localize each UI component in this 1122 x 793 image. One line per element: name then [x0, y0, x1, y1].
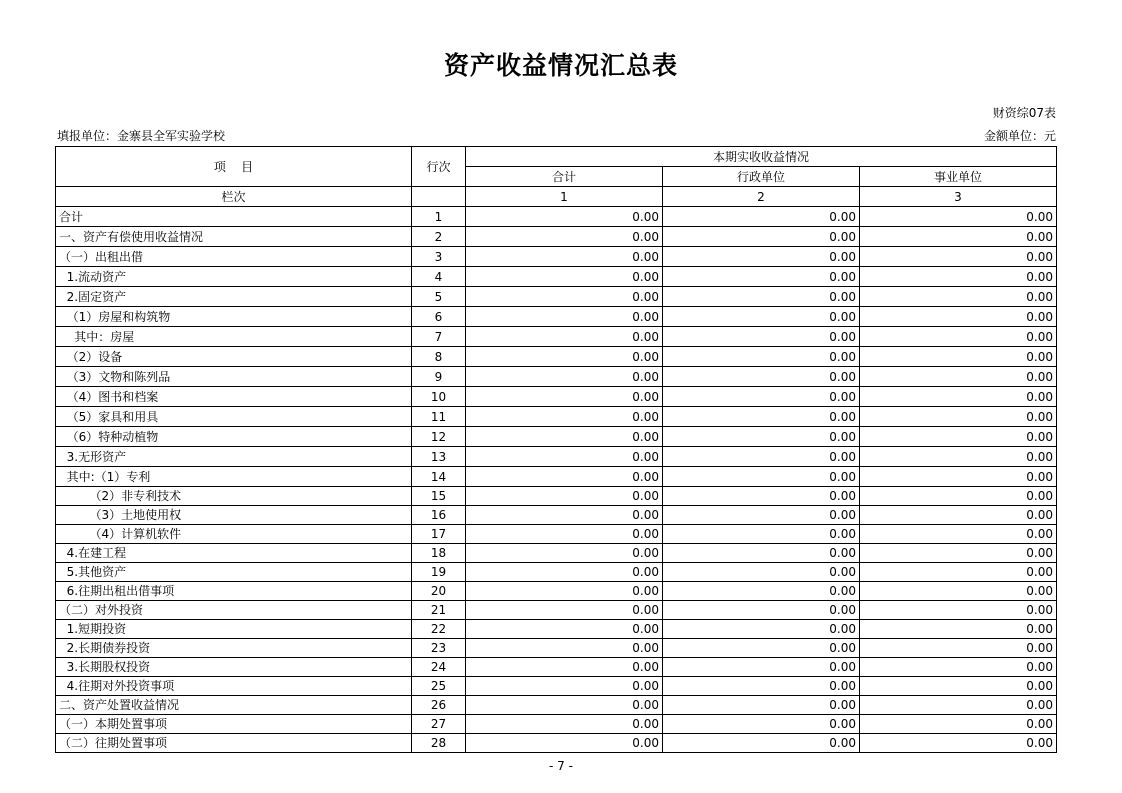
row-item-label: 1.短期投资 [56, 620, 412, 639]
row-public-value: 0.00 [860, 734, 1057, 753]
table-row [56, 347, 1057, 367]
row-admin-value: 0.00 [663, 601, 860, 620]
table-row [56, 677, 1057, 696]
row-admin-value: 0.00 [663, 307, 860, 327]
row-number: 8 [412, 347, 466, 367]
row-item-label: 1.流动资产 [56, 267, 412, 287]
row-total-value: 0.00 [466, 467, 663, 487]
row-number: 17 [412, 525, 466, 544]
row-total-value: 0.00 [466, 658, 663, 677]
row-public-value: 0.00 [860, 227, 1057, 247]
row-number: 5 [412, 287, 466, 307]
row-total-value: 0.00 [466, 506, 663, 525]
row-number: 1 [412, 207, 466, 227]
row-public-value: 0.00 [860, 544, 1057, 563]
column-index-3: 3 [860, 187, 1057, 207]
row-admin-value: 0.00 [663, 734, 860, 753]
filing-unit: 填报单位：金寨县全军实验学校 [57, 129, 226, 143]
table-row [56, 696, 1057, 715]
table-row [56, 658, 1057, 677]
row-item-label: （1）房屋和构筑物 [56, 307, 412, 327]
row-public-value: 0.00 [860, 620, 1057, 639]
header-item: 项 目 [56, 147, 412, 187]
row-total-value: 0.00 [466, 387, 663, 407]
row-admin-value: 0.00 [663, 367, 860, 387]
row-item-label: 6.往期出租出借事项 [56, 582, 412, 601]
header-col-total: 合计 [466, 167, 663, 187]
row-total-value: 0.00 [466, 582, 663, 601]
table-row [56, 601, 1057, 620]
row-total-value: 0.00 [466, 639, 663, 658]
row-public-value: 0.00 [860, 525, 1057, 544]
report-title: 资产收益情况汇总表 [443, 51, 678, 80]
row-item-label: （2）设备 [56, 347, 412, 367]
table-row [56, 734, 1057, 753]
row-item-label: （2）非专利技术 [56, 487, 412, 506]
row-item-label: （二）对外投资 [56, 601, 412, 620]
row-number: 2 [412, 227, 466, 247]
row-total-value: 0.00 [466, 427, 663, 447]
row-number: 23 [412, 639, 466, 658]
row-admin-value: 0.00 [663, 715, 860, 734]
row-number: 9 [412, 367, 466, 387]
column-index-2: 2 [663, 187, 860, 207]
row-public-value: 0.00 [860, 247, 1057, 267]
row-public-value: 0.00 [860, 327, 1057, 347]
row-number: 21 [412, 601, 466, 620]
row-item-label: （6）特种动植物 [56, 427, 412, 447]
row-total-value: 0.00 [466, 696, 663, 715]
row-item-label: （4）计算机软件 [56, 525, 412, 544]
row-item-label: 二、资产处置收益情况 [56, 696, 412, 715]
row-item-label: （5）家具和用具 [56, 407, 412, 427]
row-public-value: 0.00 [860, 307, 1057, 327]
row-item-label: 3.无形资产 [56, 447, 412, 467]
row-total-value: 0.00 [466, 487, 663, 506]
row-admin-value: 0.00 [663, 247, 860, 267]
row-number: 19 [412, 563, 466, 582]
row-admin-value: 0.00 [663, 347, 860, 367]
row-number: 25 [412, 677, 466, 696]
row-admin-value: 0.00 [663, 287, 860, 307]
row-admin-value: 0.00 [663, 447, 860, 467]
row-total-value: 0.00 [466, 327, 663, 347]
table-row [56, 207, 1057, 227]
row-number: 13 [412, 447, 466, 467]
row-public-value: 0.00 [860, 267, 1057, 287]
row-number: 14 [412, 467, 466, 487]
row-number: 27 [412, 715, 466, 734]
row-total-value: 0.00 [466, 447, 663, 467]
row-item-label: （一）出租出借 [56, 247, 412, 267]
currency-unit: 金额单位：元 [983, 129, 1056, 143]
row-public-value: 0.00 [860, 639, 1057, 658]
row-item-label: 4.在建工程 [56, 544, 412, 563]
row-item-label: 2.固定资产 [56, 287, 412, 307]
row-number: 24 [412, 658, 466, 677]
header-row-no: 行次 [412, 147, 466, 187]
row-item-label: 合计 [56, 207, 412, 227]
row-public-value: 0.00 [860, 427, 1057, 447]
row-admin-value: 0.00 [663, 658, 860, 677]
header-col-public: 事业单位 [860, 167, 1057, 187]
row-admin-value: 0.00 [663, 487, 860, 506]
header-col-admin: 行政单位 [663, 167, 860, 187]
row-public-value: 0.00 [860, 582, 1057, 601]
row-admin-value: 0.00 [663, 563, 860, 582]
row-public-value: 0.00 [860, 467, 1057, 487]
table-row [56, 525, 1057, 544]
row-public-value: 0.00 [860, 506, 1057, 525]
column-index-row [56, 187, 1057, 207]
row-admin-value: 0.00 [663, 387, 860, 407]
row-total-value: 0.00 [466, 207, 663, 227]
row-admin-value: 0.00 [663, 696, 860, 715]
table-row [56, 487, 1057, 506]
table-row [56, 544, 1057, 563]
row-admin-value: 0.00 [663, 582, 860, 601]
row-total-value: 0.00 [466, 544, 663, 563]
row-number: 18 [412, 544, 466, 563]
row-total-value: 0.00 [466, 267, 663, 287]
row-public-value: 0.00 [860, 347, 1057, 367]
row-admin-value: 0.00 [663, 467, 860, 487]
row-number: 4 [412, 267, 466, 287]
row-admin-value: 0.00 [663, 677, 860, 696]
row-public-value: 0.00 [860, 367, 1057, 387]
row-public-value: 0.00 [860, 447, 1057, 467]
unit-info-row [57, 127, 1056, 144]
table-row [56, 447, 1057, 467]
column-index-blank [412, 187, 466, 207]
row-total-value: 0.00 [466, 407, 663, 427]
table-row [56, 227, 1057, 247]
row-item-label: （4）图书和档案 [56, 387, 412, 407]
row-public-value: 0.00 [860, 677, 1057, 696]
row-item-label: 5.其他资产 [56, 563, 412, 582]
row-admin-value: 0.00 [663, 207, 860, 227]
row-item-label: 其中：房屋 [56, 327, 412, 347]
row-total-value: 0.00 [466, 715, 663, 734]
table-row [56, 387, 1057, 407]
row-admin-value: 0.00 [663, 407, 860, 427]
row-public-value: 0.00 [860, 487, 1057, 506]
row-total-value: 0.00 [466, 734, 663, 753]
header-group: 本期实收收益情况 [466, 147, 1057, 167]
row-number: 10 [412, 387, 466, 407]
row-item-label: （一）本期处置事项 [56, 715, 412, 734]
header-row-1 [56, 147, 1057, 167]
column-index-1: 1 [466, 187, 663, 207]
table-row [56, 563, 1057, 582]
row-public-value: 0.00 [860, 658, 1057, 677]
row-total-value: 0.00 [466, 601, 663, 620]
table-row [56, 582, 1057, 601]
table-row [56, 267, 1057, 287]
table-row [56, 247, 1057, 267]
row-total-value: 0.00 [466, 247, 663, 267]
row-total-value: 0.00 [466, 525, 663, 544]
row-total-value: 0.00 [466, 367, 663, 387]
table-row [56, 307, 1057, 327]
row-item-label: 3.长期股权投资 [56, 658, 412, 677]
row-admin-value: 0.00 [663, 620, 860, 639]
row-number: 22 [412, 620, 466, 639]
row-number: 12 [412, 427, 466, 447]
row-public-value: 0.00 [860, 387, 1057, 407]
row-number: 7 [412, 327, 466, 347]
table-row [56, 506, 1057, 525]
row-total-value: 0.00 [466, 347, 663, 367]
table-row [56, 620, 1057, 639]
row-item-label: 2.长期债券投资 [56, 639, 412, 658]
revenue-summary-table [55, 146, 1057, 753]
table-row [56, 287, 1057, 307]
table-row [56, 467, 1057, 487]
row-admin-value: 0.00 [663, 639, 860, 658]
table-row [56, 715, 1057, 734]
row-admin-value: 0.00 [663, 525, 860, 544]
table-row [56, 367, 1057, 387]
row-total-value: 0.00 [466, 307, 663, 327]
table-row [56, 427, 1057, 447]
row-admin-value: 0.00 [663, 544, 860, 563]
row-total-value: 0.00 [466, 287, 663, 307]
row-item-label: （3）文物和陈列品 [56, 367, 412, 387]
column-index-label: 栏次 [56, 187, 412, 207]
row-number: 6 [412, 307, 466, 327]
form-code: 财资综07表 [992, 106, 1056, 120]
table-row [56, 327, 1057, 347]
row-total-value: 0.00 [466, 677, 663, 696]
row-number: 20 [412, 582, 466, 601]
row-admin-value: 0.00 [663, 427, 860, 447]
table-row [56, 407, 1057, 427]
row-number: 16 [412, 506, 466, 525]
row-public-value: 0.00 [860, 563, 1057, 582]
row-admin-value: 0.00 [663, 506, 860, 525]
row-total-value: 0.00 [466, 563, 663, 582]
row-total-value: 0.00 [466, 620, 663, 639]
row-item-label: （3）土地使用权 [56, 506, 412, 525]
row-item-label: 其中:（1）专利 [56, 467, 412, 487]
row-number: 11 [412, 407, 466, 427]
row-admin-value: 0.00 [663, 227, 860, 247]
row-number: 28 [412, 734, 466, 753]
row-item-label: 一、资产有偿使用收益情况 [56, 227, 412, 247]
page-number: - 7 - [549, 759, 573, 773]
row-item-label: （二）往期处置事项 [56, 734, 412, 753]
row-public-value: 0.00 [860, 696, 1057, 715]
row-number: 3 [412, 247, 466, 267]
row-public-value: 0.00 [860, 715, 1057, 734]
table-row [56, 639, 1057, 658]
row-public-value: 0.00 [860, 207, 1057, 227]
row-item-label: 4.往期对外投资事项 [56, 677, 412, 696]
row-number: 26 [412, 696, 466, 715]
row-admin-value: 0.00 [663, 327, 860, 347]
row-total-value: 0.00 [466, 227, 663, 247]
row-number: 15 [412, 487, 466, 506]
row-public-value: 0.00 [860, 407, 1057, 427]
row-admin-value: 0.00 [663, 267, 860, 287]
row-public-value: 0.00 [860, 287, 1057, 307]
row-public-value: 0.00 [860, 601, 1057, 620]
